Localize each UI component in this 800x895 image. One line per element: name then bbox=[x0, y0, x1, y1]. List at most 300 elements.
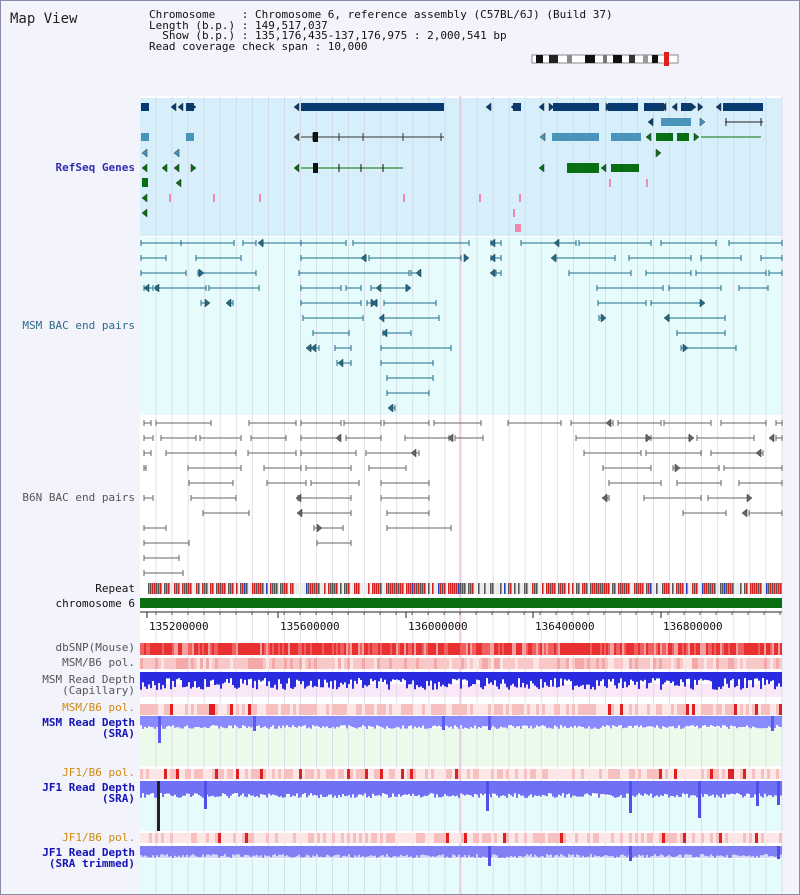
pol-density bbox=[230, 704, 233, 715]
snp-density bbox=[438, 643, 440, 655]
track-label-repeat[interactable]: Repeat bbox=[95, 582, 135, 595]
depth-bar bbox=[242, 716, 244, 725]
depth-bar bbox=[390, 781, 392, 797]
depth-bar bbox=[198, 781, 200, 795]
repeat-feature bbox=[680, 583, 682, 594]
pol-density bbox=[776, 658, 779, 669]
pol-density bbox=[341, 658, 344, 669]
depth-bar bbox=[340, 846, 342, 857]
pol-density bbox=[767, 833, 770, 843]
repeat-feature bbox=[224, 583, 226, 594]
track-label-dbsnp[interactable]: dbSNP(Mouse) bbox=[55, 641, 135, 654]
pol-density bbox=[365, 769, 368, 779]
depth-bar bbox=[740, 672, 742, 690]
snp-density bbox=[598, 643, 600, 655]
depth-bar bbox=[312, 781, 314, 795]
pol-density bbox=[686, 658, 689, 669]
pol-density bbox=[377, 658, 380, 669]
pol-density bbox=[197, 704, 200, 715]
depth-bar bbox=[496, 781, 498, 795]
pol-density bbox=[281, 769, 284, 779]
depth-bar bbox=[332, 846, 334, 856]
repeat-feature bbox=[172, 583, 174, 594]
pol-density bbox=[575, 769, 578, 779]
repeat-feature bbox=[760, 583, 762, 594]
track-label-jf1-b6-pol2[interactable]: JF1/B6 pol. bbox=[62, 831, 135, 844]
depth-bar bbox=[708, 781, 710, 796]
depth-bar bbox=[510, 846, 512, 856]
depth-bar bbox=[736, 846, 738, 855]
repeat-feature bbox=[628, 583, 630, 594]
depth-bar bbox=[308, 781, 310, 795]
depth-bar bbox=[248, 716, 250, 726]
snp-density bbox=[154, 643, 156, 655]
depth-bar bbox=[632, 672, 634, 681]
depth-bar bbox=[712, 672, 714, 689]
pol-density bbox=[575, 833, 578, 843]
depth-bar bbox=[516, 672, 518, 688]
depth-bar bbox=[534, 846, 536, 855]
depth-bar bbox=[174, 672, 176, 687]
depth-bar bbox=[150, 672, 152, 688]
snp-density bbox=[550, 643, 552, 655]
track-label-chromosome[interactable]: chromosome 6 bbox=[55, 597, 135, 610]
repeat-feature bbox=[206, 583, 208, 594]
depth-bar bbox=[362, 781, 364, 796]
depth-bar bbox=[504, 672, 506, 684]
pol-density bbox=[209, 658, 212, 669]
depth-bar bbox=[502, 781, 504, 795]
snp-density bbox=[660, 643, 662, 655]
snp-density bbox=[268, 643, 270, 655]
depth-bar bbox=[642, 846, 644, 855]
pol-density bbox=[539, 704, 542, 715]
pol-density bbox=[368, 704, 371, 715]
depth-bar bbox=[738, 781, 740, 794]
pol-density bbox=[158, 833, 161, 843]
snp-density bbox=[668, 643, 670, 655]
pol-density bbox=[143, 769, 146, 779]
snp-density bbox=[510, 643, 512, 655]
pol-density bbox=[167, 769, 170, 779]
depth-bar bbox=[310, 716, 312, 729]
depth-bar bbox=[150, 716, 152, 727]
depth-bar bbox=[558, 846, 560, 856]
snp-density bbox=[234, 643, 236, 655]
repeat-feature bbox=[156, 583, 158, 594]
depth-bar bbox=[252, 672, 254, 688]
depth-bar bbox=[286, 846, 288, 855]
pol-density bbox=[419, 833, 422, 843]
repeat-feature bbox=[476, 583, 478, 594]
depth-bar bbox=[484, 846, 486, 857]
snp-density bbox=[494, 643, 496, 655]
pol-density bbox=[494, 658, 497, 669]
genome-browser-canvas[interactable] bbox=[1, 1, 799, 894]
pol-density bbox=[239, 704, 242, 715]
pol-density bbox=[410, 658, 413, 669]
snp-density bbox=[726, 643, 728, 655]
pol-density bbox=[563, 704, 566, 715]
snp-density bbox=[342, 643, 344, 655]
pol-density bbox=[386, 833, 389, 843]
pol-density bbox=[779, 658, 782, 669]
track-label-msm-depth-cap[interactable] bbox=[7, 674, 135, 696]
repeat-feature bbox=[452, 583, 454, 594]
pol-density bbox=[299, 833, 302, 843]
depth-bar bbox=[372, 716, 374, 727]
depth-bar bbox=[434, 781, 436, 798]
track-label-refseq[interactable]: RefSeq Genes bbox=[55, 161, 135, 174]
depth-bar bbox=[342, 716, 344, 725]
repeat-feature bbox=[274, 583, 276, 594]
gene-block bbox=[656, 133, 673, 141]
pol-density bbox=[551, 704, 554, 715]
repeat-feature bbox=[284, 583, 286, 594]
pol-density bbox=[566, 769, 569, 779]
depth-bar bbox=[224, 716, 226, 728]
repeat-feature bbox=[500, 583, 502, 594]
pol-density bbox=[620, 658, 623, 669]
pol-density bbox=[416, 658, 419, 669]
pol-density bbox=[425, 658, 428, 669]
depth-bar bbox=[346, 846, 348, 856]
depth-bar bbox=[760, 672, 762, 689]
depth-bar bbox=[730, 672, 732, 680]
snp-density bbox=[724, 643, 726, 655]
depth-bar bbox=[370, 672, 372, 679]
depth-bar bbox=[214, 846, 216, 855]
pol-density bbox=[254, 769, 257, 779]
pol-density bbox=[578, 704, 581, 715]
depth-bar bbox=[494, 846, 496, 855]
pol-density bbox=[182, 658, 185, 669]
depth-bar bbox=[482, 716, 484, 726]
track-label-msm-b6-pol2[interactable]: MSM/B6 pol. bbox=[62, 701, 135, 714]
depth-bar bbox=[528, 672, 530, 689]
pol-density bbox=[155, 658, 158, 669]
depth-bar bbox=[552, 672, 554, 687]
repeat-feature bbox=[366, 583, 368, 594]
depth-bar bbox=[588, 846, 590, 857]
pol-density bbox=[272, 658, 275, 669]
pol-density bbox=[428, 658, 431, 669]
depth-bar bbox=[590, 716, 592, 729]
pol-density bbox=[539, 833, 542, 843]
pol-density bbox=[548, 833, 551, 843]
pol-density bbox=[719, 658, 722, 669]
depth-bar bbox=[254, 846, 256, 856]
depth-bar bbox=[550, 672, 552, 680]
pol-density bbox=[689, 658, 692, 669]
depth-bar bbox=[324, 672, 326, 680]
track-label-jf1-depth-sra[interactable] bbox=[7, 782, 135, 804]
depth-bar bbox=[578, 781, 580, 797]
pol-density bbox=[485, 704, 488, 715]
snp-density bbox=[412, 643, 414, 655]
depth-bar bbox=[640, 781, 642, 795]
track-label-msm-depth-sra[interactable] bbox=[7, 717, 135, 739]
pol-density bbox=[737, 704, 740, 715]
depth-bar bbox=[438, 781, 440, 797]
pol-density bbox=[161, 704, 164, 715]
pol-density bbox=[770, 658, 773, 669]
snp-density bbox=[592, 643, 594, 655]
pol-density bbox=[764, 704, 767, 715]
depth-bar bbox=[198, 716, 200, 727]
depth-bar bbox=[374, 716, 376, 729]
pol-density bbox=[632, 704, 635, 715]
snp-density bbox=[460, 643, 462, 655]
snp-density bbox=[320, 643, 322, 655]
repeat-feature bbox=[526, 583, 528, 594]
pol-density bbox=[629, 658, 632, 669]
depth-bar bbox=[548, 846, 550, 855]
depth-bar bbox=[464, 846, 466, 855]
snp-density bbox=[540, 643, 542, 655]
pol-density bbox=[293, 769, 296, 779]
pol-density bbox=[143, 833, 146, 843]
snp-density bbox=[202, 643, 204, 655]
repeat-feature bbox=[750, 583, 752, 594]
pol-density bbox=[533, 769, 536, 779]
depth-bar bbox=[534, 781, 536, 795]
snp-density bbox=[558, 643, 560, 655]
depth-bar bbox=[434, 716, 436, 725]
depth-bar bbox=[212, 846, 214, 854]
depth-bar bbox=[208, 672, 210, 687]
pol-density bbox=[626, 769, 629, 779]
depth-bar bbox=[624, 846, 626, 856]
snp-density bbox=[144, 643, 146, 655]
pol-density bbox=[722, 658, 725, 669]
depth-bar bbox=[768, 716, 770, 726]
depth-bar bbox=[684, 716, 686, 727]
pol-density bbox=[278, 833, 281, 843]
pol-density bbox=[281, 658, 284, 669]
depth-bar bbox=[766, 781, 768, 796]
pol-density bbox=[554, 658, 557, 669]
pol-density bbox=[341, 833, 344, 843]
pol-density bbox=[653, 704, 656, 715]
pol-density bbox=[479, 704, 482, 715]
depth-bar bbox=[452, 846, 454, 855]
pol-density bbox=[710, 704, 713, 715]
depth-bar bbox=[628, 716, 630, 726]
depth-bar bbox=[608, 672, 610, 679]
depth-bar bbox=[776, 716, 778, 725]
pol-density bbox=[506, 833, 509, 843]
snp-density bbox=[778, 643, 780, 655]
repeat-feature bbox=[674, 583, 676, 594]
depth-bar bbox=[278, 846, 280, 855]
repeat-feature bbox=[740, 583, 742, 594]
depth-bar bbox=[298, 716, 300, 726]
depth-bar bbox=[574, 846, 576, 857]
depth-bar bbox=[624, 672, 626, 682]
pol-density bbox=[401, 833, 404, 843]
depth-bar bbox=[564, 846, 566, 856]
depth-bar bbox=[762, 672, 764, 678]
depth-bar bbox=[210, 716, 212, 726]
depth-bar bbox=[298, 846, 300, 855]
pol-density bbox=[485, 769, 488, 779]
pol-density bbox=[170, 833, 173, 843]
depth-bar bbox=[182, 672, 184, 687]
depth-bar bbox=[390, 672, 392, 681]
pol-density bbox=[641, 769, 644, 779]
depth-bar bbox=[146, 846, 148, 856]
depth-bar bbox=[494, 781, 496, 794]
depth-bar bbox=[416, 846, 418, 855]
depth-bar bbox=[686, 846, 688, 854]
depth-bar bbox=[450, 672, 452, 684]
depth-bar bbox=[708, 672, 710, 680]
pol-density bbox=[143, 704, 146, 715]
pol-density bbox=[212, 833, 215, 843]
snp-density bbox=[396, 643, 398, 655]
depth-bar bbox=[528, 781, 530, 796]
depth-bar bbox=[440, 716, 442, 727]
depth-bar bbox=[140, 716, 142, 725]
repeat-feature bbox=[654, 583, 656, 594]
depth-bar bbox=[140, 781, 142, 798]
depth-bar bbox=[470, 781, 472, 795]
depth-bar bbox=[448, 672, 450, 684]
pol-density bbox=[779, 769, 782, 779]
track-label-msm-b6-pol[interactable]: MSM/B6 pol. bbox=[62, 656, 135, 669]
repeat-feature bbox=[556, 583, 558, 594]
pol-density bbox=[593, 769, 596, 779]
snp-density bbox=[702, 643, 704, 655]
pol-density bbox=[212, 704, 215, 715]
repeat-feature bbox=[466, 583, 468, 594]
gene-block bbox=[186, 133, 194, 141]
depth-bar bbox=[274, 672, 276, 685]
depth-spike bbox=[698, 781, 701, 818]
depth-bar bbox=[312, 716, 314, 725]
pol-density bbox=[167, 833, 170, 843]
depth-bar bbox=[742, 846, 744, 855]
depth-bar bbox=[284, 716, 286, 727]
repeat-feature bbox=[236, 583, 238, 594]
repeat-feature bbox=[700, 583, 702, 594]
pol-density bbox=[482, 833, 485, 843]
pol-density bbox=[554, 704, 557, 715]
pol-density bbox=[581, 769, 584, 779]
pol-density bbox=[707, 769, 710, 779]
snp-density bbox=[612, 643, 614, 655]
track-label-jf1-depth-trim[interactable] bbox=[7, 847, 135, 869]
depth-bar bbox=[760, 716, 762, 728]
repeat-feature bbox=[318, 583, 320, 594]
snp-density bbox=[456, 643, 458, 655]
snp-density bbox=[160, 643, 162, 655]
depth-bar bbox=[320, 781, 322, 795]
pol-density bbox=[425, 769, 428, 779]
depth-bar bbox=[412, 672, 414, 680]
repeat-feature bbox=[638, 583, 640, 594]
depth-bar bbox=[612, 846, 614, 856]
pol-density bbox=[725, 658, 728, 669]
pol-density bbox=[467, 704, 470, 715]
pol-density bbox=[641, 704, 644, 715]
repeat-feature bbox=[488, 583, 490, 594]
pol-density bbox=[182, 704, 185, 715]
track-label-jf1-b6-pol[interactable]: JF1/B6 pol. bbox=[62, 766, 135, 779]
pol-density bbox=[206, 769, 209, 779]
depth-bar bbox=[464, 781, 466, 796]
pol-density bbox=[659, 769, 662, 779]
pol-density bbox=[623, 658, 626, 669]
pol-density bbox=[479, 769, 482, 779]
depth-bar bbox=[622, 781, 624, 798]
depth-bar bbox=[386, 846, 388, 854]
depth-bar bbox=[502, 716, 504, 728]
depth-bar bbox=[450, 716, 452, 727]
depth-bar bbox=[550, 716, 552, 728]
pol-density bbox=[731, 704, 734, 715]
depth-bar bbox=[186, 716, 188, 725]
repeat-feature bbox=[384, 583, 386, 594]
pol-density bbox=[617, 769, 620, 779]
depth-bar bbox=[348, 781, 350, 795]
depth-bar bbox=[662, 672, 664, 684]
repeat-feature bbox=[230, 583, 232, 594]
depth-bar bbox=[630, 716, 632, 726]
snp-density bbox=[516, 643, 518, 655]
depth-bar bbox=[446, 716, 448, 726]
pol-density bbox=[473, 658, 476, 669]
repeat-feature bbox=[424, 583, 426, 594]
track-label-msm-bac[interactable]: MSM BAC end pairs bbox=[22, 319, 135, 332]
pol-density bbox=[734, 658, 737, 669]
repeat-feature bbox=[282, 583, 284, 594]
depth-bar bbox=[216, 781, 218, 797]
depth-bar bbox=[762, 846, 764, 855]
snp-density bbox=[538, 643, 540, 655]
depth-bar bbox=[172, 846, 174, 858]
snp-density bbox=[622, 643, 624, 655]
axis-tick-label: 136400000 bbox=[535, 620, 595, 633]
depth-bar bbox=[142, 781, 144, 793]
depth-bar bbox=[234, 672, 236, 688]
depth-bar bbox=[598, 781, 600, 798]
snp-density bbox=[212, 643, 214, 655]
depth-bar bbox=[642, 781, 644, 796]
snp-density bbox=[230, 643, 232, 655]
depth-bar bbox=[376, 716, 378, 725]
pol-density bbox=[464, 704, 467, 715]
pol-density bbox=[641, 833, 644, 843]
depth-bar bbox=[522, 781, 524, 796]
depth-bar bbox=[644, 846, 646, 858]
depth-bar bbox=[498, 846, 500, 858]
pol-density bbox=[383, 704, 386, 715]
depth-bar bbox=[288, 716, 290, 727]
depth-bar bbox=[606, 716, 608, 725]
snp-density bbox=[404, 643, 406, 655]
repeat-feature bbox=[588, 583, 590, 594]
depth-bar bbox=[326, 781, 328, 796]
depth-bar bbox=[706, 716, 708, 727]
pol-density bbox=[200, 704, 203, 715]
track-label-b6n-bac[interactable]: B6N BAC end pairs bbox=[22, 491, 135, 504]
repeat-feature bbox=[590, 583, 592, 594]
depth-bar bbox=[436, 716, 438, 727]
depth-bar bbox=[704, 672, 706, 680]
snp-density bbox=[388, 643, 390, 655]
